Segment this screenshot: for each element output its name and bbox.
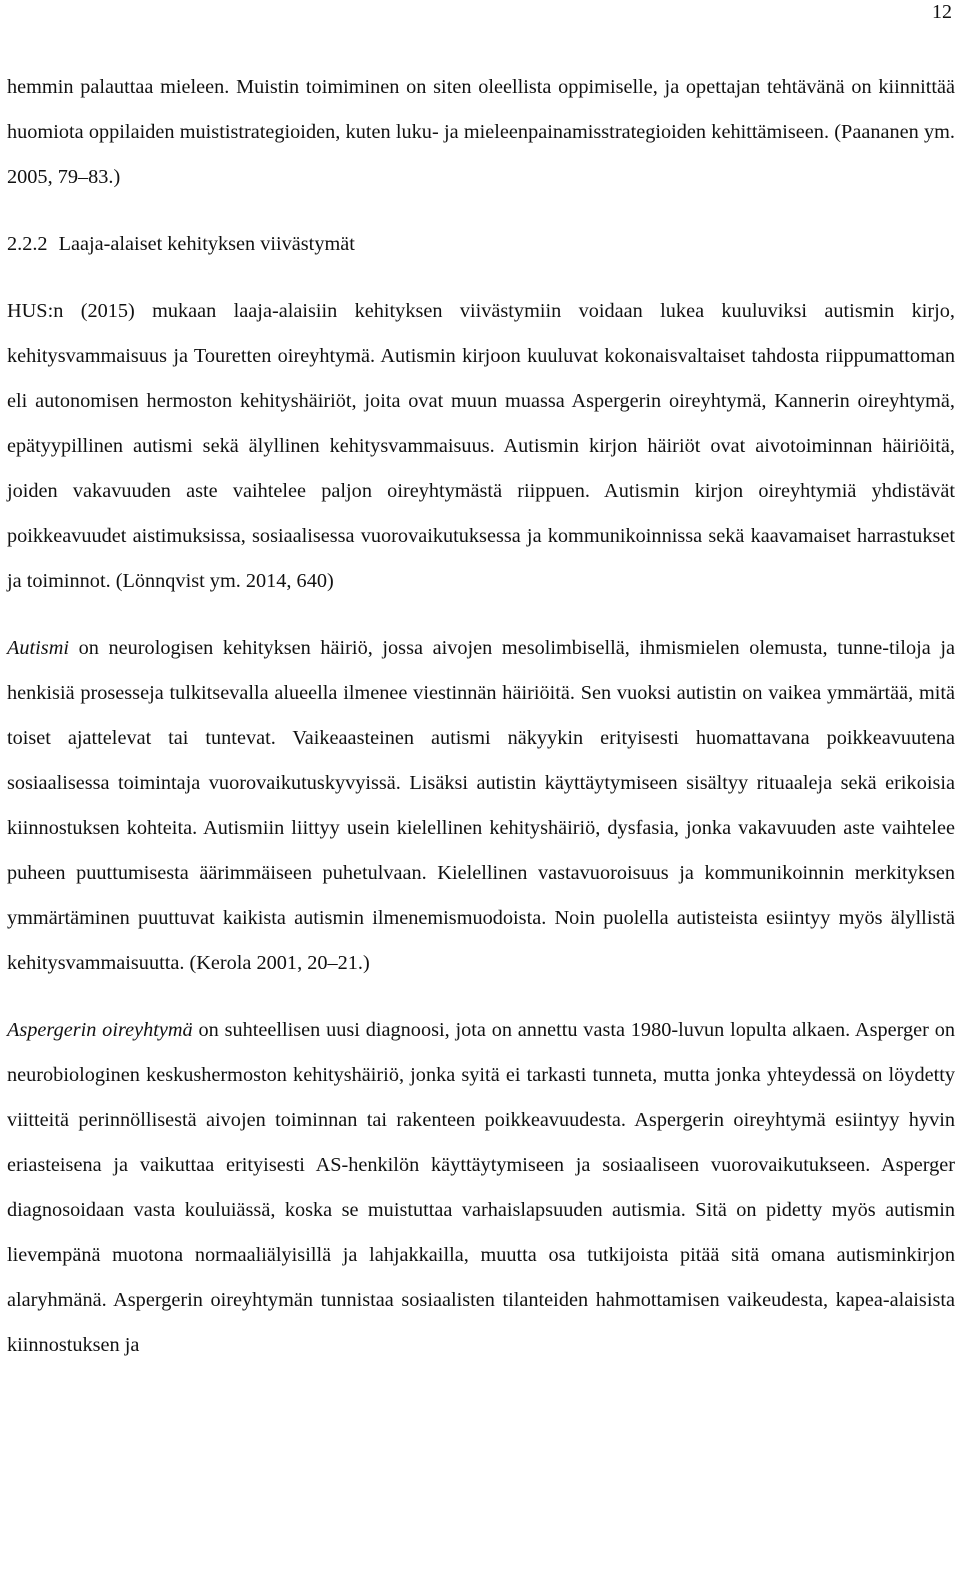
page-number: 12	[932, 1, 952, 23]
term-asperger: Aspergerin oireyhtymä	[7, 1019, 193, 1041]
section-title: Laaja-alaiset kehityksen viivästymät	[58, 233, 355, 255]
spacer	[7, 267, 955, 289]
paragraph-asperger	[7, 1008, 955, 1368]
section-number: 2.2.2	[7, 233, 48, 255]
document-body	[7, 65, 955, 1368]
spacer	[7, 200, 955, 222]
paragraph-memory-strategies: hemmin palauttaa mieleen. Muistin toimiminen on siten oleellista oppimiselle, ja opettajan tehtävänä on kiinnittää huomiota oppilaiden muististrategioiden, kuten luku- ja mieleenpainamisstrategioiden kehittämiseen. (Paananen ym. 2005, 79–83.)	[7, 76, 955, 188]
section-heading	[7, 222, 955, 267]
paragraph-developmental-delays: HUS:n (2015) mukaan laaja-alaisiin kehityksen viivästymiin voidaan lukea kuuluviksi autismin kirjo, kehitysvammaisuus ja Touretten oireyhtymä. Autismin kirjoon kuuluvat kokonaisvaltaiset tahdosta riippumattoman eli autonomisen hermoston kehityshäiriöt, joita ovat muun muassa Aspergerin oireyhtymä, Kannerin oireyhtymä, epätyypillinen autismi sekä älyllinen kehitysvammaisuus. Autismin kirjon häiriöt ovat aivotoiminnan häiriöitä, joiden vakavuuden aste vaihtelee paljon oireyhtymästä riippuen. Autismin kirjon oireyhtymiä yhdistävät poikkeavuudet aistimuksissa, sosiaalisessa vuorovaikutuksessa ja kommunikoinnissa sekä kaavamaiset harrastukset ja toiminnot. (Lönnqvist ym. 2014, 640)	[7, 300, 955, 592]
paragraph-autism-text: on neurologisen kehityksen häiriö, jossa aivojen mesolimbisellä, ihmismielen olemusta, tunne-tiloja ja henkisiä prosesseja tulkitsevalla alueella ilmenee viestinnän häiriöitä. Sen vuoksi autistin on vaikea ymmärtää, mitä toiset ajattelevat tai tuntevat. Vaikeaasteinen autismi näkyykin erityisesti huomattavana poikkeavuutena sosiaalisessa toimintaja vuorovaikutuskyvyissä. Lisäksi autistin käyttäytymiseen sisältyy rituaaleja sekä erikoisia kiinnostuksen kohteita. Autismiin liittyy usein kielellinen kehityshäiriö, dysfasia, jonka vakavuuden aste vaihtelee puheen puuttumisesta äärimmäiseen puhetulvaan. Kielellinen vastavuoroisuus ja kommunikoinnin merkityksen ymmärtäminen puuttuvat kaikista autismin ilmenemismuodoista. Noin puolella autisteista esiintyy myös älyllistä kehitysvammaisuutta. (Kerola 2001, 20–21.)	[7, 637, 955, 974]
term-autism: Autismi	[7, 637, 69, 659]
paragraph-autism	[7, 626, 955, 986]
spacer	[7, 986, 955, 1008]
paragraph-asperger-text: on suhteellisen uusi diagnoosi, jota on annettu vasta 1980-luvun lopulta alkaen. Asperger on neurobiologinen keskushermoston kehityshäiriö, jonka syitä ei tarkasti tunneta, mutta jonka yhteydessä on löydetty viitteitä perinnöllisestä aivojen toiminnan tai rakenteen poikkeavuudesta. Aspergerin oireyhtymä esiintyy hyvin eriasteisena ja vaikuttaa erityisesti AS-henkilön käyttäytymiseen ja sosiaaliseen vuorovaikutukseen. Asperger diagnosoidaan vasta kouluiässä, koska se muistuttaa varhaislapsuuden autismia. Sitä on pidetty myös autismin lievempänä muotona normaaliälyisillä ja lahjakkailla, muutta osa tutkijoista pitää sitä omana autisminkirjon alaryhmänä. Aspergerin oireyhtymän tunnistaa sosiaalisten tilanteiden hahmottamisen vaikeudesta, kapea-alaisista kiinnostuksen ja	[7, 1019, 955, 1356]
spacer	[7, 604, 955, 626]
